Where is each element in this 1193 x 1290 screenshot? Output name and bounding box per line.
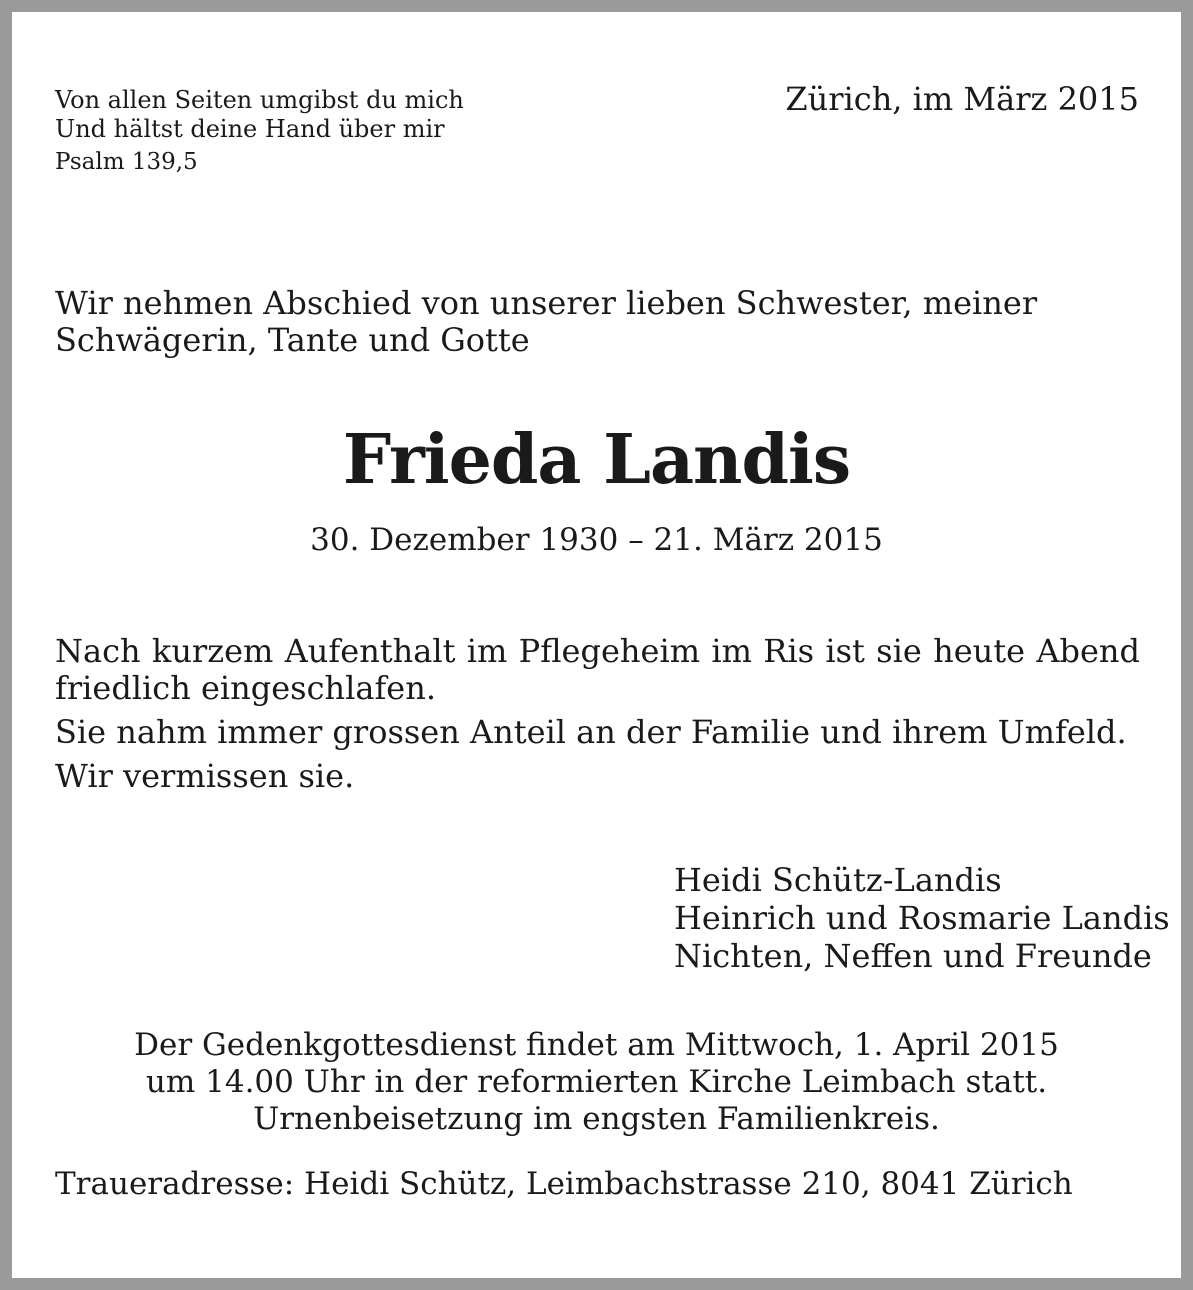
psalm-verse [55, 86, 464, 144]
service-line: Der Gedenkgottesdienst findet am Mittwoch, 1. April 2015 [134, 1027, 1059, 1063]
life-dates: 30. Dezember 1930 – 21. März 2015 [310, 522, 883, 558]
verse-reference: Psalm 139,5 [55, 149, 198, 175]
intro-text: Wir nehmen Abschied von unserer lieben Schwester, meiner Schwägerin, Tante und Gotte [55, 284, 1038, 359]
mourner-name: Nichten, Neffen und Freunde [674, 937, 1152, 975]
verse-line: Und hältst deine Hand über mir [55, 115, 445, 143]
obituary-body [55, 633, 1140, 795]
service-line: Urnenbeisetzung im engsten Familienkreis. [253, 1101, 940, 1137]
memorial-service-info [12, 1027, 1181, 1138]
body-paragraph: Wir vermissen sie. [55, 757, 355, 795]
mourner-name: Heidi Schütz-Landis [674, 861, 1002, 899]
mourners-list [674, 861, 1170, 975]
body-paragraph: Sie nahm immer grossen Anteil an der Familie und ihrem Umfeld. [55, 713, 1127, 751]
obituary-notice [12, 12, 1181, 1278]
mourner-name: Heinrich und Rosmarie Landis [674, 899, 1170, 937]
body-paragraph: Nach kurzem Aufenthalt im Pflegeheim im Ris ist sie heute Abend friedlich eingeschlafen. [55, 632, 1140, 707]
deceased-name: Frieda Landis [342, 420, 851, 500]
verse-line: Von allen Seiten umgibst du mich [55, 86, 464, 114]
service-line: um 14.00 Uhr in der reformierten Kirche Leimbach statt. [145, 1064, 1048, 1100]
mourning-address: Traueradresse: Heidi Schütz, Leimbachstrasse 210, 8041 Zürich [55, 1166, 1073, 1202]
place-date: Zürich, im März 2015 [785, 80, 1139, 118]
